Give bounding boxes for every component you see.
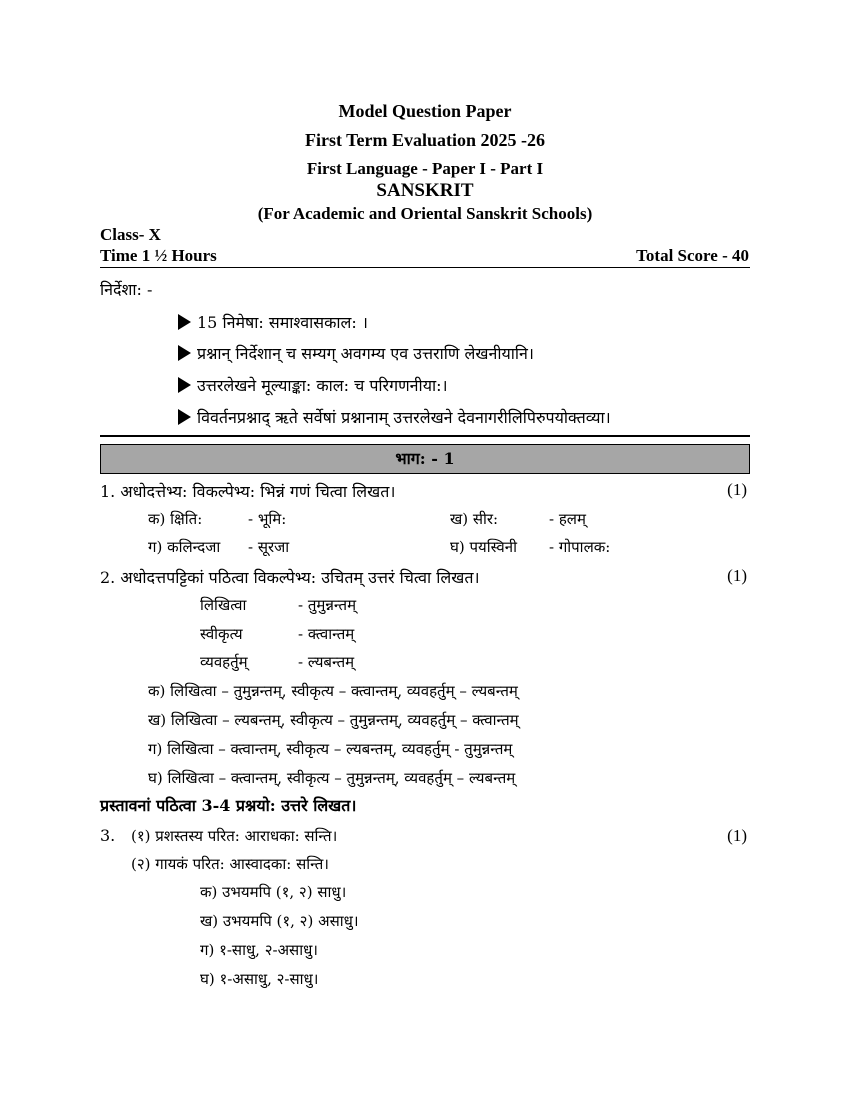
arrow-bullet-icon	[178, 345, 191, 361]
subject-title: SANSKRIT	[376, 180, 474, 201]
q2-table-suffix: - क्त्वान्तम्	[298, 625, 355, 643]
q2-table-suffix: - तुमुन्नन्तम्	[298, 596, 357, 614]
q2-table-suffix: - ल्यबन्तम्	[298, 653, 355, 671]
q1-option-value: - हलम्	[549, 510, 586, 528]
q3-number: 3.	[100, 826, 116, 845]
q1-option-value: - गोपालक:	[549, 538, 611, 556]
section-bar	[100, 444, 750, 474]
q1-option-label: क) क्षिति:	[148, 510, 203, 528]
q2-table-word: स्वीकृत्य	[200, 625, 243, 643]
prastavana-instruction: प्रस्तावनां पठित्वा 3-4 प्रश्नयो: उत्तरे लिखत।	[100, 796, 357, 815]
q2-mark: (1)	[727, 566, 747, 585]
q3-option: ख) उभयमपि (१, २) असाधु।	[200, 912, 359, 930]
schools-note: (For Academic and Oriental Sanskrit Schools)	[257, 204, 593, 223]
q2-option: ख) लिखित्वा – ल्यबन्तम्, स्वीकृत्य – तुमुन्नन्तम्, व्यवहर्तुम् – क्त्वान्तम्	[148, 711, 519, 729]
section-title: भाग: - 1	[395, 449, 455, 468]
term-title: First Term Evaluation 2025 -26	[304, 130, 545, 150]
arrow-bullet-icon	[178, 409, 191, 425]
instructions-label: निर्देशा: -	[100, 280, 153, 299]
q1-option-label: ख) सीर:	[450, 510, 499, 528]
q2-text: 2. अधोदत्तपट्टिकां पठित्वा विकल्पेभ्य: उचितम् उत्तरं चित्वा लिखत।	[100, 568, 480, 587]
paper-subtitle: First Language - Paper I - Part I	[306, 159, 544, 178]
q2-option: क) लिखित्वा – तुमुन्नन्तम्, स्वीकृत्य – क्त्वान्तम्, व्यवहर्तुम् – ल्यबन्तम्	[148, 682, 518, 700]
instruction-item: प्रश्नान् निर्देशान् च सम्यग् अवगम्य एव उत्तराणि लेखनीयानि।	[178, 342, 534, 364]
total-score-label: Total Score - 40	[636, 246, 749, 265]
q3-option: ग) १-साधु, २-असाधु।	[200, 941, 318, 959]
q3-statement-2: (२) गायकं परित: आस्वादका: सन्ति।	[131, 855, 329, 873]
q1-option-label: घ) पयस्विनी	[450, 538, 517, 556]
q1-option-label: ग) कलिन्दजा	[148, 538, 221, 556]
q3-statement-1: (१) प्रशस्तस्य परित: आराधका: सन्ति।	[131, 827, 338, 845]
paper-title: Model Question Paper	[338, 101, 512, 121]
instructions-divider	[100, 435, 750, 437]
q1-option-value: - भूमि:	[248, 510, 287, 528]
q1-option-value: - सूरजा	[248, 538, 290, 556]
instruction-item: विवर्तनप्रश्नाद् ऋते सर्वेषां प्रश्नानाम् उत्तरलेखने देवनागरीलिपिरुपयोक्तव्या।	[178, 406, 611, 428]
q3-mark: (1)	[727, 826, 747, 845]
q1-text: 1. अधोदत्तेभ्य: विकल्पेभ्य: भिन्नं गणं चित्वा लिखत।	[100, 482, 396, 501]
q3-option: क) उभयमपि (१, २) साधु।	[200, 883, 347, 901]
arrow-bullet-icon	[178, 314, 191, 330]
instruction-item: 15 निमेषा: समाश्वासकाल: ।	[178, 311, 368, 333]
instruction-item: उत्तरलेखने मूल्याङ्का: काल: च परिगणनीया:।	[178, 374, 448, 396]
time-label: Time 1 ½ Hours	[100, 246, 217, 265]
q2-option: ग) लिखित्वा – क्त्वान्तम्, स्वीकृत्य – ल्यबन्तम्, व्यवहर्तुम् - तुमुन्नन्तम्	[148, 740, 513, 758]
header-divider	[100, 267, 750, 268]
q2-table-word: लिखित्वा	[200, 596, 247, 614]
arrow-bullet-icon	[178, 377, 191, 393]
q1-mark: (1)	[727, 480, 747, 499]
q2-option: घ) लिखित्वा – क्त्वान्तम्, स्वीकृत्य – तुमुन्नन्तम्, व्यवहर्तुम् – ल्यबन्तम्	[148, 769, 516, 787]
q3-option: घ) १-असाधु, २-साधु।	[200, 970, 319, 988]
class-label: Class- X	[100, 225, 161, 244]
q2-table-word: व्यवहर्तुम्	[200, 653, 248, 671]
